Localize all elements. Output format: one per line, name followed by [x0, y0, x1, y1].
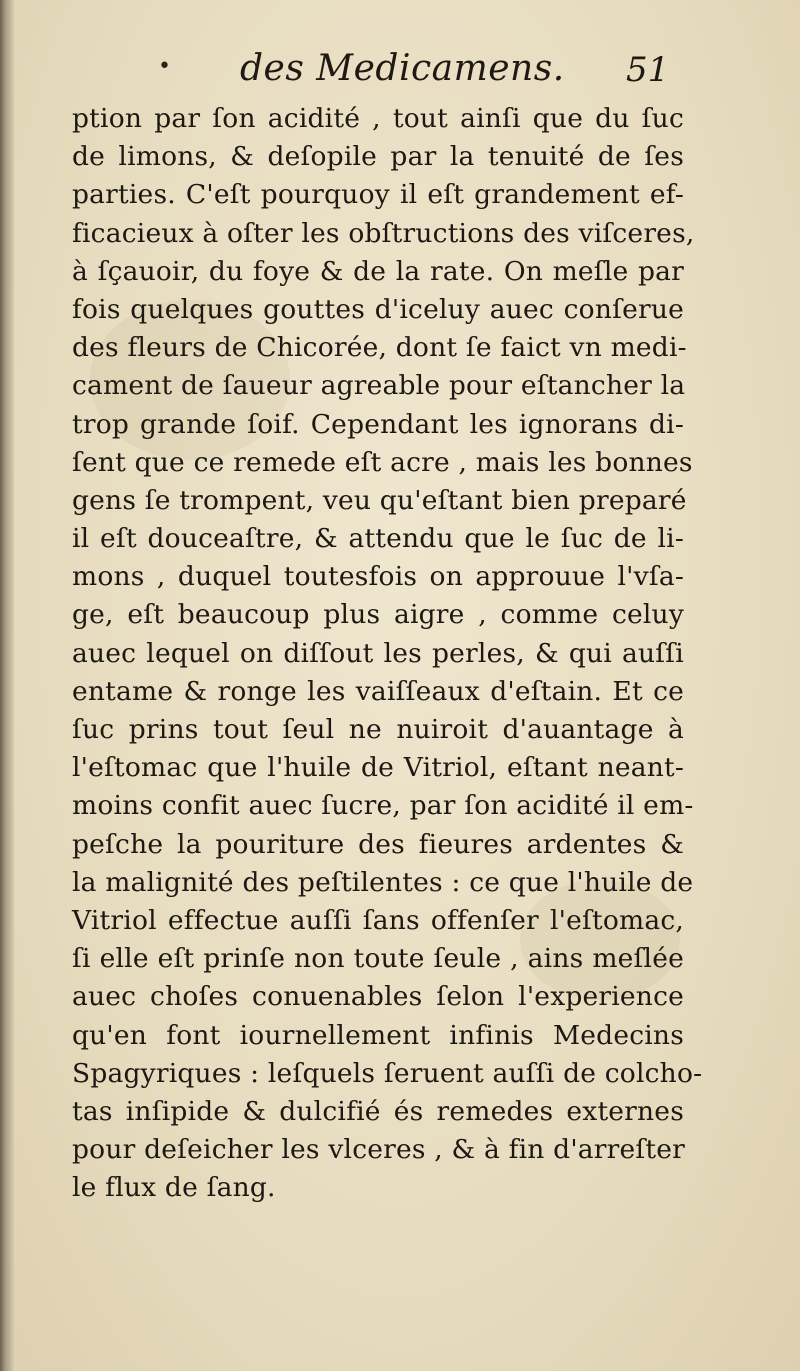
text-line: qu'en font iournellement infinis Medecins [72, 1019, 684, 1051]
text-line: ſi elle eſt prinſe non toute ſeule , ains meſlée [72, 943, 684, 975]
text-line: peſche la pouriture des fieures ardentes & [72, 828, 684, 860]
text-line: le flux de ſang. [72, 1172, 276, 1204]
text-line: à ſçauoir, du foye & de la rate. On meſle par [72, 255, 684, 287]
text-line: Spagyriques : leſquels ſeruent auſſi de colcho- [72, 1057, 703, 1089]
text-line: cament de ſaueur agreable pour eſtancher la [72, 370, 686, 402]
text-line: ſent que ce remede eſt acre , mais les bonnes [72, 446, 693, 478]
body-text [72, 100, 703, 1207]
running-title: des Medicamens. [240, 48, 565, 89]
text-line: fois quelques gouttes d'iceluy auec conſerue [72, 293, 684, 325]
page-gutter [0, 0, 14, 1371]
text-line: moins confit auec ſucre, par ſon acidité il em- [72, 790, 694, 822]
text-line: la malignité des peſtilentes : ce que l'huile de [72, 866, 694, 898]
page-header [0, 48, 800, 98]
header-ornament: • [158, 54, 171, 79]
text-line: ption par ſon acidité , tout ainſi que du ſuc [72, 103, 684, 134]
text-line: de limons, & deſopile par la tenuité de ſes [72, 141, 684, 173]
text-line: l'eſtomac que l'huile de Vitriol, eſtant neant- [72, 752, 684, 784]
text-line: gens ſe trompent, veu qu'eſtant bien preparé [72, 484, 687, 516]
text-line: tas inſipide & dulcifié és remedes externes [72, 1095, 684, 1127]
text-line: pour deſeicher les vlceres , & à fin d'arreſter [72, 1134, 686, 1166]
text-line: mons , duquel toutesfois on approuue l'vſa- [72, 561, 684, 593]
text-line: il eſt douceaſtre, & attendu que le ſuc de li- [72, 523, 684, 555]
text-line: auec choſes conuenables ſelon l'experience [72, 981, 684, 1013]
text-line: trop grande ſoif. Cependant les ignorans di- [72, 408, 684, 440]
text-line: ficacieux à oſter les obſtructions des viſceres, [72, 217, 695, 249]
text-line: des fleurs de Chicorée, dont ſe faict vn medi- [72, 332, 687, 364]
text-line: ge, eſt beaucoup plus aigre , comme celuy [72, 599, 684, 631]
text-line: entame & ronge les vaiſſeaux d'eſtain. Et ce [72, 675, 684, 707]
text-line: ſuc prins tout ſeul ne nuiroit d'auantage à [72, 714, 684, 745]
text-line: auec lequel on diſſout les perles, & qui auſſi [72, 637, 684, 669]
text-line: parties. C'eſt pourquoy il eſt grandement ef- [72, 179, 684, 211]
text-line: Vitriol effectue auſſi ſans offenſer l'eſtomac, [72, 904, 684, 936]
page-number: 51 [626, 50, 670, 90]
